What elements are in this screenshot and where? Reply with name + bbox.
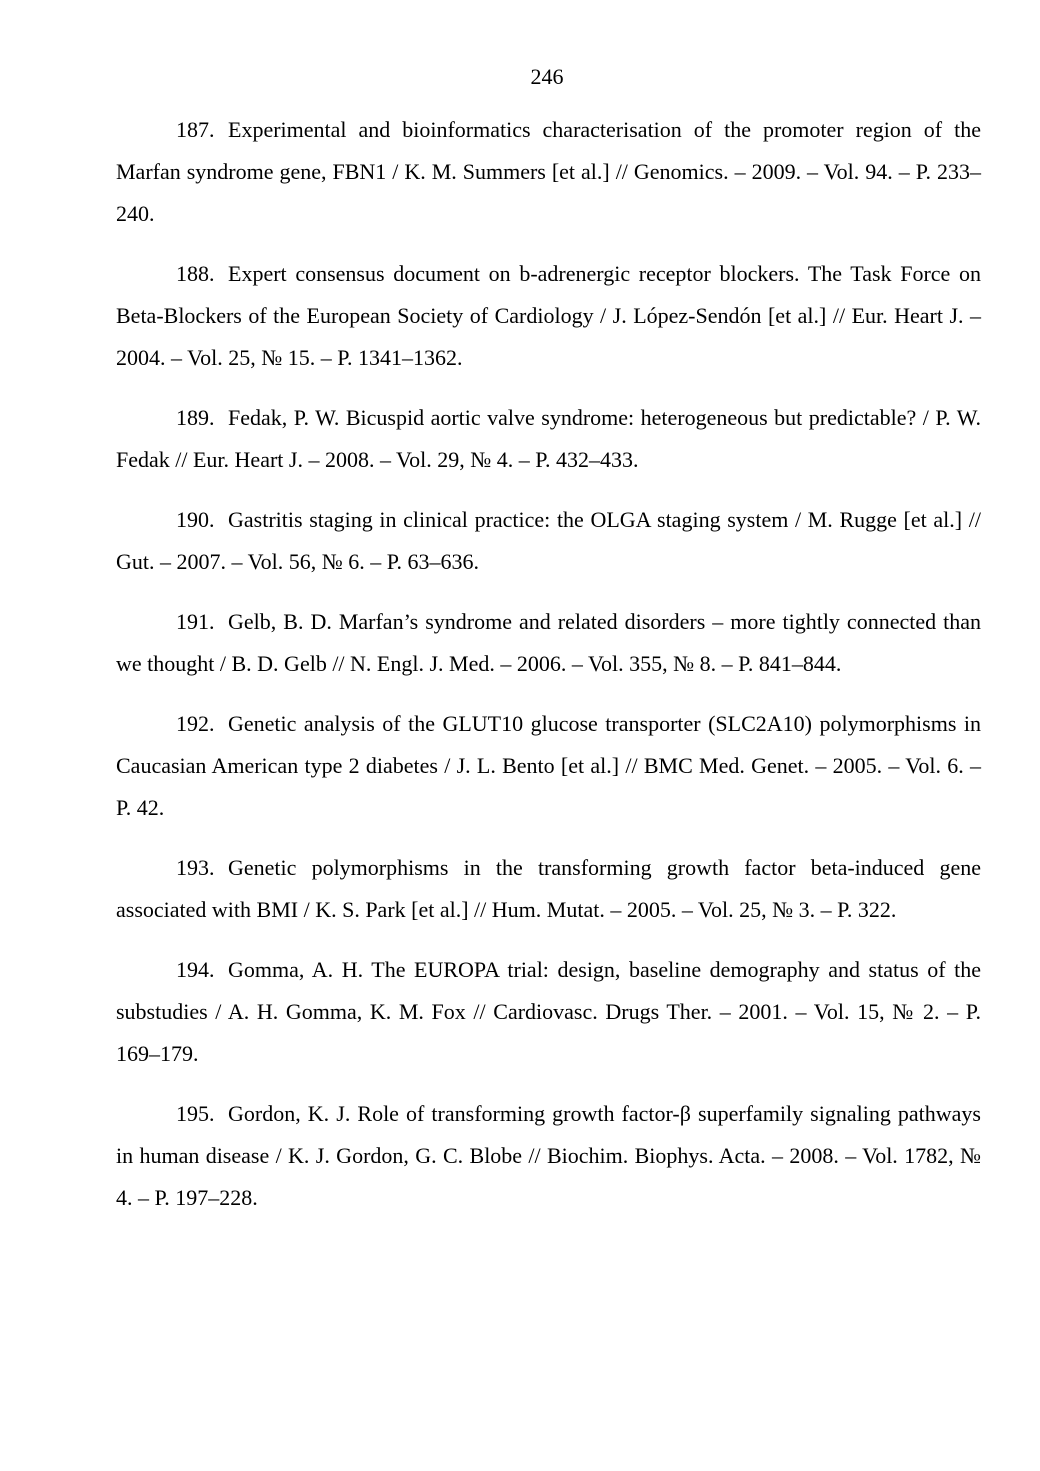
reference-number: 194. (176, 957, 215, 982)
reference-number: 195. (176, 1101, 215, 1126)
reference-item (116, 499, 981, 583)
reference-item (116, 847, 981, 931)
reference-number: 187. (176, 117, 215, 142)
reference-text: Gelb, B. D. Marfan’s syndrome and related disorders – more tightly connected than we thought / B. D. Gelb // N. Engl. J. Med. – 2006. – Vol. 355, № 8. – P. 841–844. (116, 609, 981, 676)
reference-number: 192. (176, 711, 215, 736)
reference-text: Experimental and bioinformatics characterisation of the promoter region of the Marfan syndrome gene, FBN1 / K. M. Summers [et al.] // Genomics. – 2009. – Vol. 94. – P. 233–240. (116, 117, 981, 226)
reference-item (116, 1093, 981, 1219)
reference-item (116, 703, 981, 829)
reference-item (116, 949, 981, 1075)
reference-item (116, 397, 981, 481)
reference-text: Genetic polymorphisms in the transforming growth factor beta-induced gene associated with BMI / K. S. Park [et al.] // Hum. Mutat. – 2005. – Vol. 25, № 3. – P. 322. (116, 855, 981, 922)
reference-number: 193. (176, 855, 215, 880)
reference-item (116, 253, 981, 379)
reference-text: Gastritis staging in clinical practice: the OLGA staging system / M. Rugge [et al.] // Gut. – 2007. – Vol. 56, № 6. – P. 63–636. (116, 507, 981, 574)
page-number: 246 (530, 64, 564, 89)
reference-number: 188. (176, 261, 215, 286)
reference-text: Gordon, K. J. Role of transforming growth factor-β superfamily signaling pathways in human disease / K. J. Gordon, G. C. Blobe // Biochim. Biophys. Acta. – 2008. – Vol. 1782, № 4. – P. 197–228. (116, 1101, 981, 1210)
reference-number: 191. (176, 609, 215, 634)
reference-number: 189. (176, 405, 215, 430)
reference-number: 190. (176, 507, 215, 532)
reference-text: Gomma, A. H. The EUROPA trial: design, baseline demography and status of the substudies / A. H. Gomma, K. M. Fox // Cardiovasc. Drugs Ther. – 2001. – Vol. 15, № 2. – P. 169–179. (116, 957, 981, 1066)
reference-list (116, 109, 981, 1237)
reference-item (116, 601, 981, 685)
reference-text: Fedak, P. W. Bicuspid aortic valve syndrome: heterogeneous but predictable? / P. W. Fedak // Eur. Heart J. – 2008. – Vol. 29, № 4. – P. 432–433. (116, 405, 981, 472)
reference-item (116, 109, 981, 235)
reference-text: Expert consensus document on b-adrenergic receptor blockers. The Task Force on Beta-Blockers of the European Society of Cardiology / J. López-Sendón [et al.] // Eur. Heart J. – 2004. – Vol. 25, № 15. – P. 1341–1362. (116, 261, 981, 370)
reference-text: Genetic analysis of the GLUT10 glucose transporter (SLC2A10) polymorphisms in Caucasian American type 2 diabetes / J. L. Bento [et al.] // BMC Med. Genet. – 2005. – Vol. 6. – P. 42. (116, 711, 981, 820)
